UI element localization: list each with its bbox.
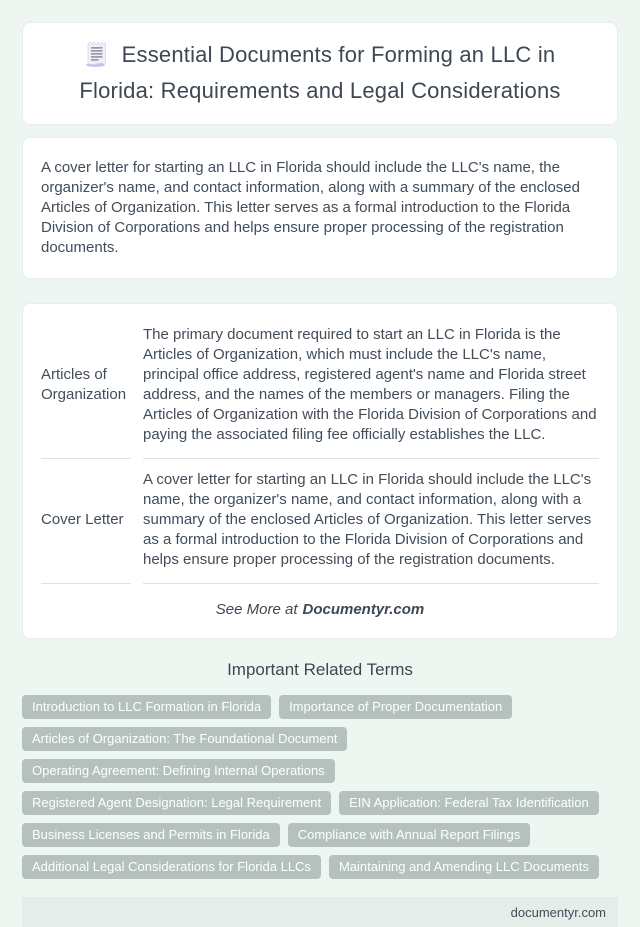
related-term-tag[interactable]: Compliance with Annual Report Filings <box>288 823 531 847</box>
definition-cell: A cover letter for starting an LLC in Florida should include the LLC's name, the organizer's name, and contact information, along with a summary of the enclosed Articles of Organization. This letter serves as a formal introduction to the Florida Division of Corporations and helps ensure proper processing of the registration documents. <box>143 459 599 584</box>
related-terms-heading: Important Related Terms <box>227 660 413 679</box>
receipt-icon <box>85 40 108 75</box>
related-term-tag[interactable]: Business Licenses and Permits in Florida <box>22 823 280 847</box>
related-term-tag[interactable]: Importance of Proper Documentation <box>279 695 512 719</box>
summary-text: A cover letter for starting an LLC in Florida should include the LLC's name, the organizer's name, and contact information, along with a summary of the enclosed Articles of Organization. This letter serves as a formal introduction to the Florida Division of Corporations and helps ensure proper processing of the registration documents. <box>41 159 580 256</box>
see-more-site: Documentyr.com <box>302 601 425 618</box>
table-row <box>41 314 599 459</box>
page-title <box>45 39 595 106</box>
related-term-tag[interactable]: Operating Agreement: Defining Internal Operations <box>22 759 335 783</box>
summary-card <box>22 137 618 279</box>
definitions-card <box>22 303 618 639</box>
term-cell: Articles of Organization <box>41 314 131 459</box>
table-row <box>41 459 599 584</box>
related-term-tag[interactable]: Additional Legal Considerations for Florida LLCs <box>22 855 321 879</box>
related-term-tag[interactable]: Introduction to LLC Formation in Florida <box>22 695 271 719</box>
definitions-table <box>29 314 611 584</box>
definition-cell: The primary document required to start an LLC in Florida is the Articles of Organization, which must include the LLC's name, principal office address, registered agent's name and Florida street address, and the names of the members or managers. Filing the Articles of Organization with the Florida Division of Corporations and paying the associated filing fee officially establishes the LLC. <box>143 314 599 459</box>
related-term-tag[interactable]: EIN Application: Federal Tax Identification <box>339 791 599 815</box>
related-term-tag[interactable]: Maintaining and Amending LLC Documents <box>329 855 599 879</box>
see-more-prefix: See More at <box>215 601 298 618</box>
footer-site: documentyr.com <box>510 904 606 920</box>
see-more <box>29 601 611 618</box>
related-terms-list <box>22 695 618 879</box>
footer-bar <box>22 897 618 927</box>
related-term-tag[interactable]: Registered Agent Designation: Legal Requirement <box>22 791 331 815</box>
page-title-text: Essential Documents for Forming an LLC in Florida: Requirements and Legal Considerations <box>79 42 561 103</box>
related-term-tag[interactable]: Articles of Organization: The Foundational Document <box>22 727 347 751</box>
term-cell: Cover Letter <box>41 459 131 584</box>
title-card <box>22 22 618 125</box>
